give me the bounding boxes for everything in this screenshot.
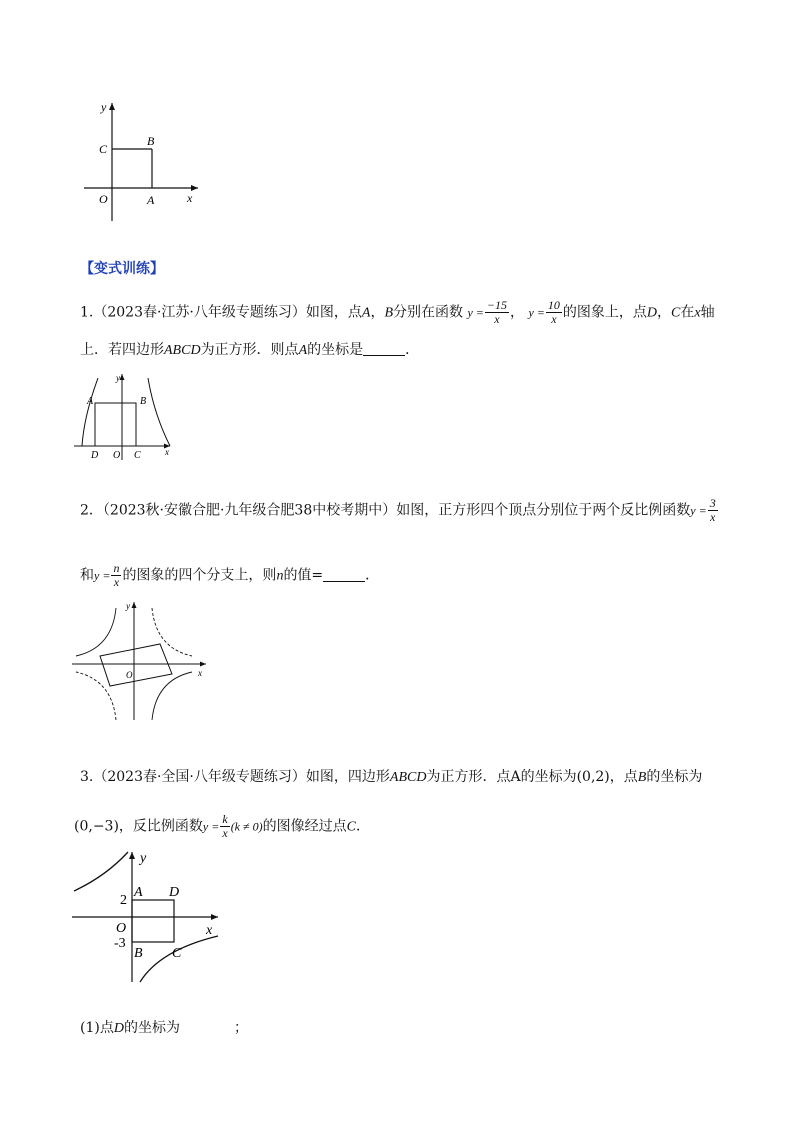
q1-func2-num: 10 (547, 298, 560, 312)
q1-point-a: A (361, 305, 371, 321)
tick-label-2: 2 (120, 893, 127, 908)
q2-func2-lhs: y = (94, 568, 111, 583)
q3-func-num: k (222, 812, 228, 826)
q1-text: 分别在函数 (393, 304, 464, 321)
q1-text: 为正方形．则点 (200, 342, 299, 358)
q3-text: ，反比例函数 (118, 818, 203, 835)
q1-func1-den: x (494, 312, 500, 326)
q1-sep: ， (510, 304, 525, 321)
q1-text: 上．若四边形 (80, 342, 164, 358)
q3-line2 (74, 813, 370, 840)
q1-answer-blank (363, 341, 405, 356)
axis-label-y: y (140, 851, 147, 866)
q3-text: ． (355, 818, 370, 835)
q3-point-b: B (637, 770, 647, 785)
q3-func-lhs: y = (202, 819, 220, 834)
section-title: 【变式训练】 (80, 261, 164, 277)
q3-text: 的图像经过点 (262, 818, 347, 835)
axis-label-y: y (101, 100, 107, 114)
tick-label-minus3: -3 (114, 936, 126, 951)
point-label-d: D (169, 885, 180, 900)
q1-abcd: ABCD (164, 343, 201, 358)
point-label-a: A (87, 396, 94, 407)
q2-func1-lhs: y = (690, 503, 707, 518)
q3-text: 3.（2023春·全国·八年级专题练习）如图，四边形 (80, 769, 390, 785)
q1-point-c: C (671, 305, 681, 321)
q3-line1 (80, 767, 702, 788)
q1-point-d: D (646, 305, 658, 321)
axis-label-x: x (187, 191, 193, 205)
point-label-a: A (134, 885, 143, 900)
q1-point-b: B (384, 305, 394, 321)
axis-label-x: x (165, 447, 169, 457)
axis-label-x: x (206, 923, 213, 938)
q3-point-c: C (346, 819, 356, 835)
point-label-d: D (91, 450, 99, 461)
q1-sep: ， (657, 304, 672, 321)
q3-func-fraction (220, 813, 229, 840)
q2-text: 的图象的四个分支上，则 (122, 567, 277, 584)
axis-label-y: y (126, 601, 130, 611)
figure-q2 (70, 598, 210, 722)
q3-sub1-text: 的坐标为 (123, 1020, 180, 1036)
q1-text: 在 (680, 304, 695, 321)
point-label-c: C (134, 450, 141, 461)
q3-sub1-text: ； (233, 1020, 248, 1036)
point-label-o: O (113, 450, 121, 461)
q2-func1-num: 3 (709, 496, 716, 510)
q1-func2-fraction (546, 299, 562, 326)
q1-func1-num: −15 (486, 298, 508, 312)
q2-line1 (80, 497, 719, 524)
figure-rectangle-oabc (80, 95, 210, 225)
q2-func2-num: n (113, 561, 120, 575)
point-label-o: O (116, 921, 127, 936)
q1-line1 (80, 299, 715, 326)
figure-q1 (70, 370, 180, 462)
q1-func2-lhs: y = (528, 305, 545, 320)
q1-text: 的图象上，点 (562, 304, 647, 321)
q2-func1-fraction (708, 497, 718, 524)
point-label-c: C (99, 142, 108, 156)
q1-point-a2: A (298, 343, 308, 358)
q2-text: 2．（2023秋·安徽合肥·九年级合肥38中校考期中）如图，正方形四个顶点分别位于两个反比例函数 (80, 502, 691, 519)
q2-func1-den: x (710, 510, 716, 524)
q2-text: 的值= (283, 567, 324, 584)
axis-label-x: x (198, 668, 202, 678)
q2-func2-den: x (113, 575, 120, 589)
q2-text: ． (365, 567, 380, 584)
q1-text: ． (405, 342, 420, 358)
point-label-o: O (126, 670, 133, 680)
q3-point-b-coord: (0,−3) (74, 818, 119, 835)
q1-text: 轴 (700, 304, 715, 321)
q3-point-a-coord: (0,2) (576, 769, 610, 785)
point-label-c: C (172, 946, 182, 961)
q2-line2 (80, 562, 379, 589)
q1-line2 (80, 340, 419, 361)
q1-func1-fraction (485, 299, 509, 326)
q3-abcd: ABCD (389, 770, 427, 785)
q1-sep: ， (370, 304, 385, 321)
q3-sub1-d: D (113, 1021, 124, 1036)
point-label-b: B (134, 946, 143, 961)
q3-func-cond: (k ≠ 0) (230, 819, 263, 834)
point-label-b: B (147, 134, 155, 148)
q2-text: 和 (80, 567, 94, 584)
q2-func2-fraction (111, 562, 121, 589)
q1-text: 1.（2023春·江苏·八年级专题练习）如图，点 (80, 304, 362, 321)
q2-answer-blank (323, 567, 365, 582)
point-label-o: O (99, 192, 108, 206)
figure-q3 (68, 846, 228, 986)
q1-x: x (694, 305, 701, 321)
point-label-b: B (140, 396, 147, 407)
q3-text: 的坐标为 (646, 769, 703, 785)
q3-sub1 (80, 1018, 248, 1039)
axis-label-y: y (116, 373, 120, 383)
q3-sub1-text: (1)点 (80, 1020, 114, 1036)
q3-text: ，点 (609, 769, 638, 785)
q2-n: n (276, 568, 284, 584)
q3-text: 为正方形．点A的坐标为 (426, 769, 577, 785)
point-label-a: A (147, 193, 155, 207)
q3-func-den: x (222, 826, 228, 840)
q1-func1-lhs: y = (467, 305, 484, 320)
q1-func2-den: x (551, 312, 557, 326)
q1-text: 的坐标是 (307, 342, 364, 358)
